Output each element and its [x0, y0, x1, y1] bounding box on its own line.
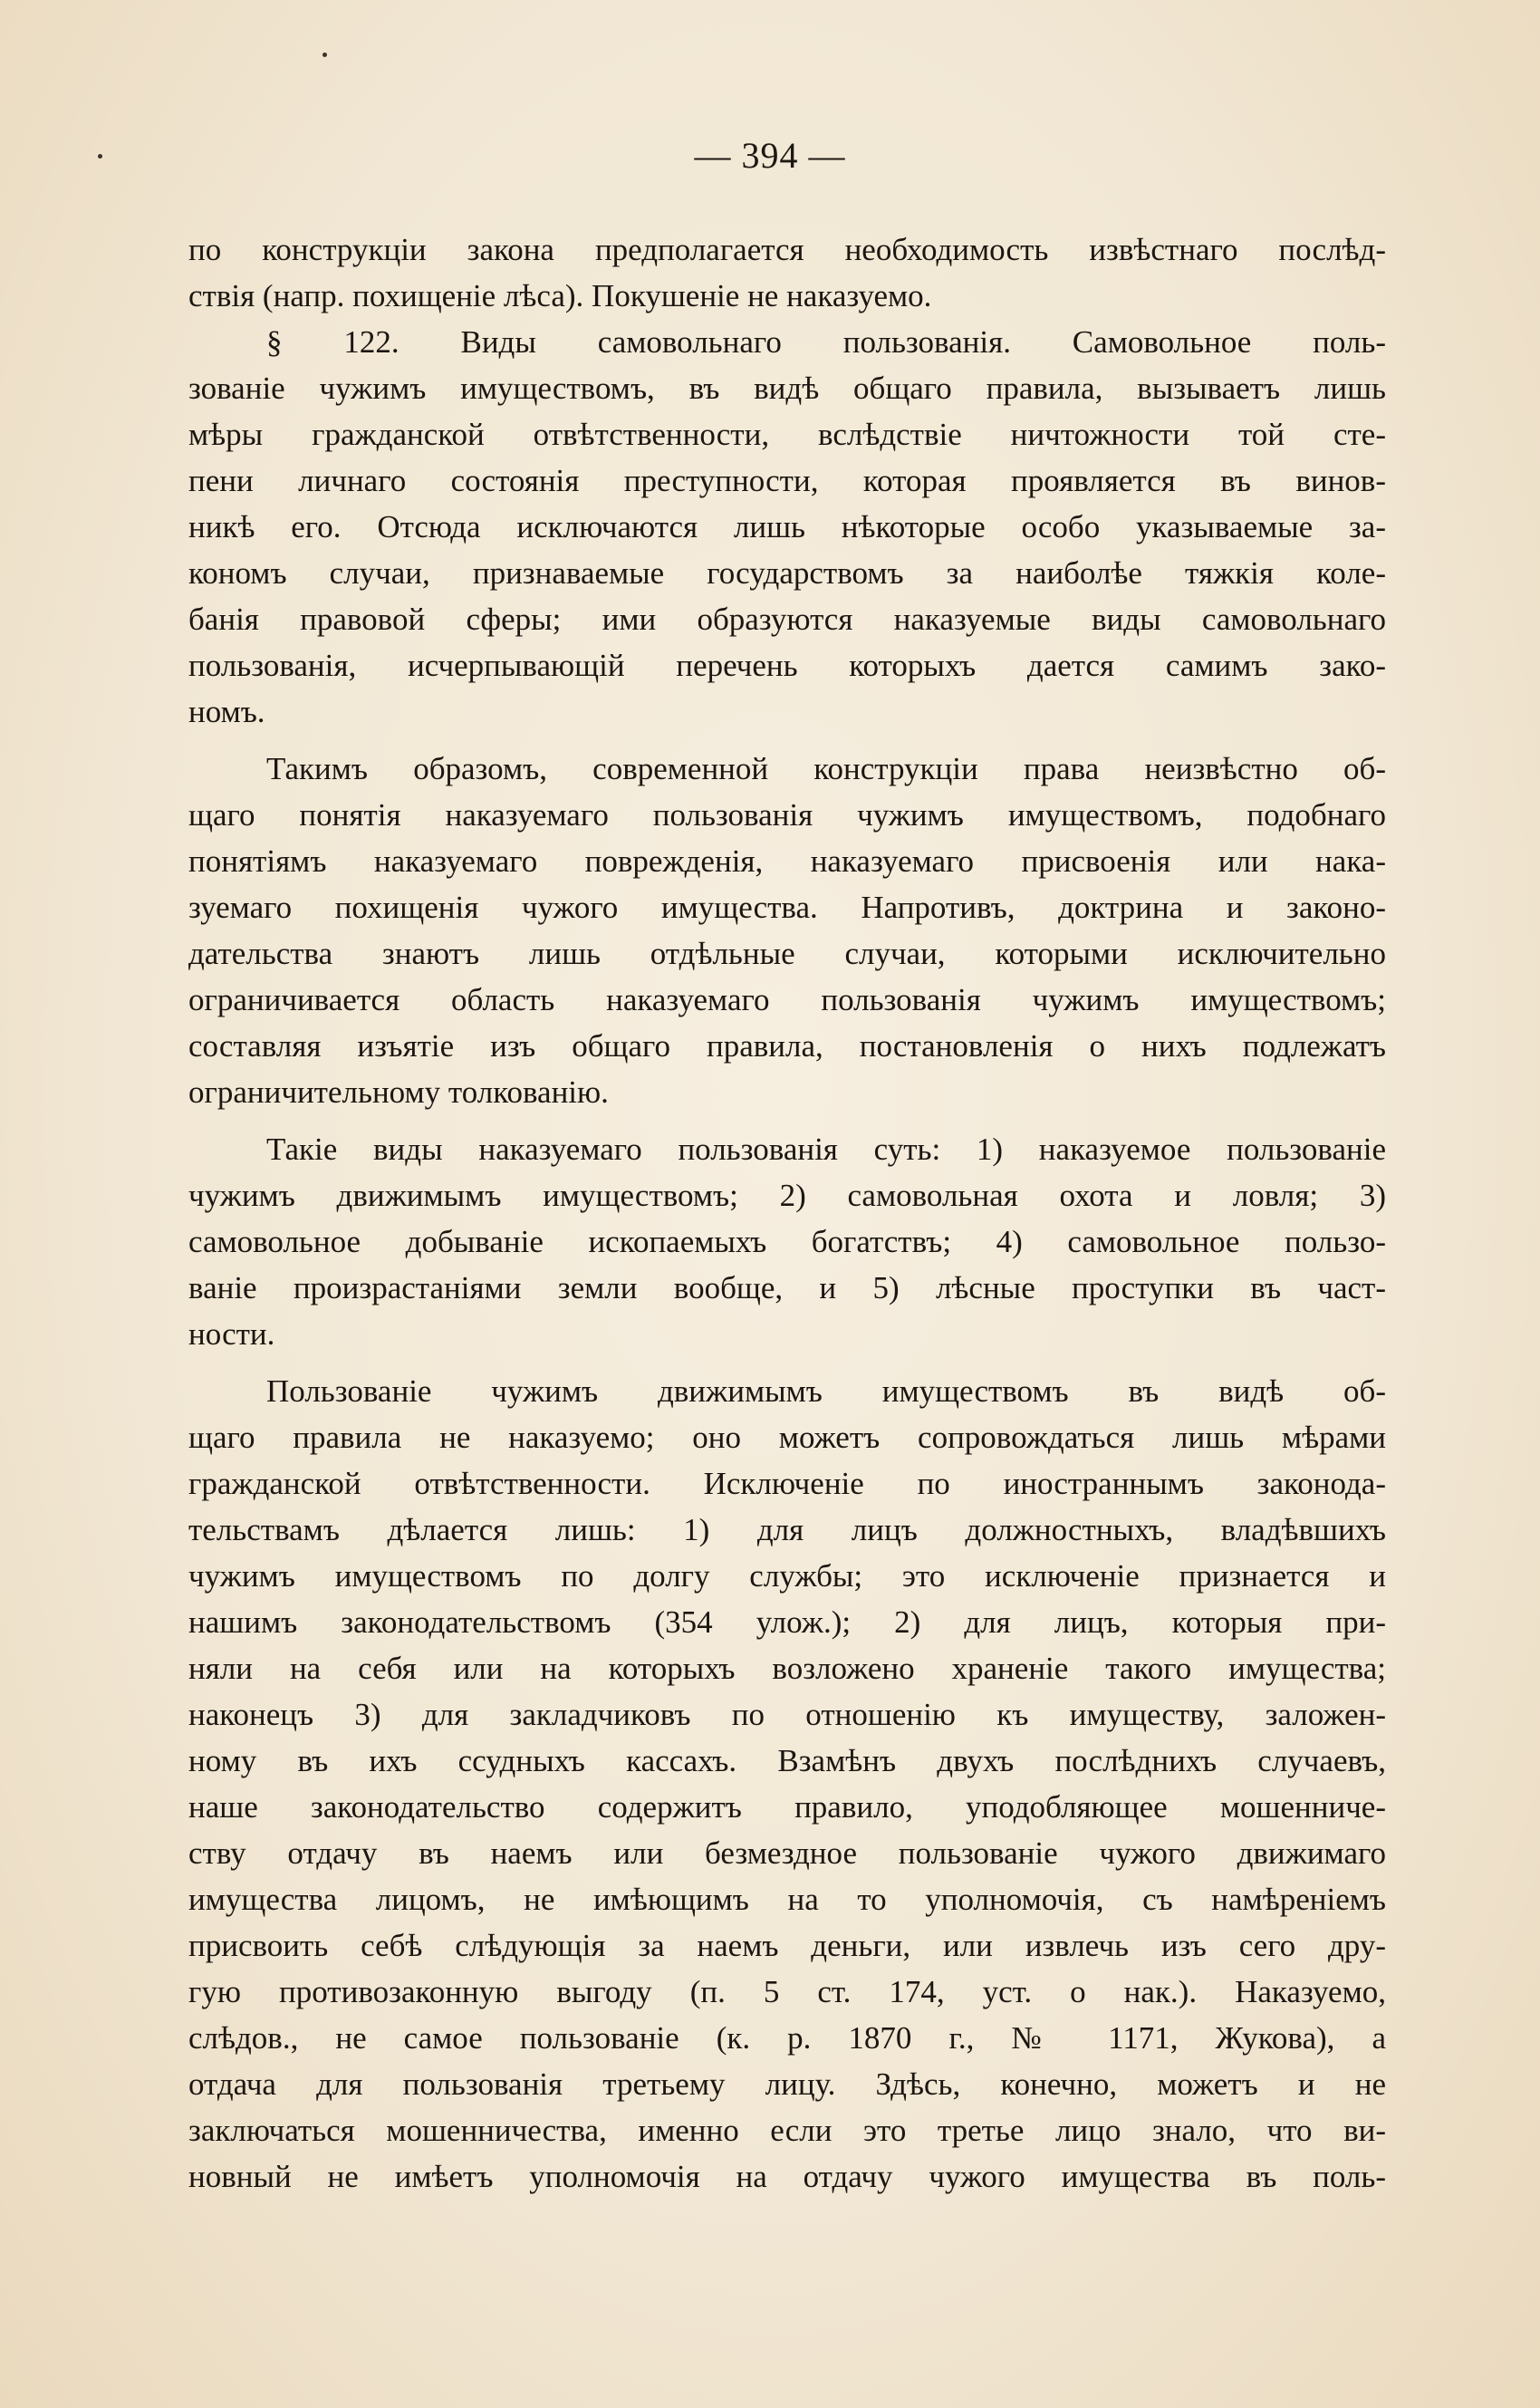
text-line: ограничительному толкованію. — [188, 1074, 609, 1110]
text-line: нашимъ законодательствомъ (354 улож.); 2) для лицъ, которыя при- — [188, 1604, 1386, 1640]
text-line: зуемаго похищенія чужого имущества. Напротивъ, доктрина и законо- — [188, 890, 1386, 925]
text-line: щаго понятія наказуемаго пользованія чужимъ имуществомъ, подобнаго — [188, 797, 1386, 833]
text-line: зованіе чужимъ имуществомъ, въ видѣ общаго правила, вызываетъ лишь — [188, 371, 1386, 406]
paragraph — [188, 746, 1386, 1115]
text-line: слѣдов., не самое пользованіе (к. р. 1870 г., № 1171, Жукова), а — [188, 2020, 1386, 2056]
text-line: имущества лицомъ, не имѣющимъ на то уполномочія, съ намѣреніемъ — [188, 1882, 1386, 1917]
text-line: ности. — [188, 1316, 275, 1352]
text-line: ваніе произрастаніями земли вообще, и 5) лѣсные проступки въ част- — [188, 1270, 1386, 1305]
text-line: щаго правила не наказуемо; оно можетъ сопровождаться лишь мѣрами — [188, 1420, 1386, 1455]
text-line: ству отдачу въ наемъ или безмездное пользованіе чужого движимаго — [188, 1835, 1386, 1871]
text-line: самовольное добываніе ископаемыхъ богатствъ; 4) самовольное пользо- — [188, 1224, 1386, 1259]
text-line: заключаться мошенничества, именно если это третье лицо знало, что ви- — [188, 2113, 1386, 2148]
text-line: Такіе виды наказуемаго пользованія суть: 1) наказуемое пользованіе — [266, 1132, 1386, 1167]
text-line: дательства знаютъ лишь отдѣльные случаи, которыми исключительно — [188, 936, 1386, 971]
text-line: по конструкціи закона предполагается необходимость извѣстнаго послѣд- — [188, 232, 1386, 267]
text-line: понятіямъ наказуемаго поврежденія, наказуемаго присвоенія или нака- — [188, 843, 1386, 879]
text-line: новный не имѣетъ уполномочія на отдачу чужого имущества въ поль- — [188, 2159, 1386, 2194]
text-line: составляя изъятіе изъ общаго правила, постановленія о нихъ подлежатъ — [188, 1028, 1386, 1064]
text-line: мѣры гражданской отвѣтственности, вслѣдствіе ничтожности той сте- — [188, 417, 1386, 452]
text-line: няли на себя или на которыхъ возложено храненіе такого имущества; — [188, 1651, 1386, 1686]
text-line: тельствамъ дѣлается лишь: 1) для лицъ должностныхъ, владѣвшихъ — [188, 1512, 1386, 1547]
page-number: — 394 — — [694, 135, 846, 176]
text-line: отдача для пользованія третьему лицу. Здѣсь, конечно, можетъ и не — [188, 2066, 1386, 2102]
text-line: кономъ случаи, признаваемые государствомъ за наиболѣе тяжкія коле- — [188, 555, 1386, 591]
text-line: Такимъ образомъ, современной конструкціи права неизвѣстно об- — [266, 751, 1386, 786]
text-line: присвоить себѣ слѣдующія за наемъ деньги, или извлечь изъ сего дру- — [188, 1928, 1386, 1963]
text-line: наконецъ 3) для закладчиковъ по отношенію къ имуществу, заложен- — [188, 1697, 1386, 1732]
paragraph — [188, 1126, 1386, 1357]
text-line: гражданской отвѣтственности. Исключеніе по иностраннымъ законода- — [188, 1466, 1386, 1501]
speck-mark — [322, 53, 327, 57]
text-line: Пользованіе чужимъ движимымъ имуществомъ въ видѣ об- — [266, 1373, 1386, 1409]
text-line: гую противозаконную выгоду (п. 5 ст. 174, уст. о нак.). Наказуемо, — [188, 1974, 1386, 2009]
section-heading-line: § 122. Виды самовольнаго пользованія. Самовольное поль- — [266, 324, 1386, 360]
text-line: пени личнаго состоянія преступности, которая проявляется въ винов- — [188, 463, 1386, 498]
text-line: чужимъ движимымъ имуществомъ; 2) самовольная охота и ловля; 3) — [188, 1178, 1386, 1213]
paragraph — [188, 1368, 1386, 2200]
text-line: чужимъ имуществомъ по долгу службы; это исключеніе признается и — [188, 1558, 1386, 1594]
text-line: номъ. — [188, 694, 265, 729]
text-line: ограничивается область наказуемаго пользованія чужимъ имуществомъ; — [188, 982, 1386, 1017]
text-line: наше законодательство содержитъ правило, уподобляющее мошенниче- — [188, 1789, 1386, 1825]
text-line: ствія (напр. похищеніе лѣса). Покушеніе не наказуемо. — [188, 278, 932, 313]
text-line: банія правовой сферы; ими образуются наказуемые виды самовольнаго — [188, 602, 1386, 637]
text-line: пользованія, исчерпывающій перечень которыхъ дается самимъ зако- — [188, 648, 1386, 683]
paragraph — [188, 226, 1386, 319]
paragraph — [188, 319, 1386, 735]
body-text — [188, 226, 1386, 2200]
text-line: никѣ его. Отсюда исключаются лишь нѣкоторые особо указываемые за- — [188, 509, 1386, 544]
text-line: ному въ ихъ ссудныхъ кассахъ. Взамѣнъ двухъ послѣднихъ случаевъ, — [188, 1743, 1386, 1778]
